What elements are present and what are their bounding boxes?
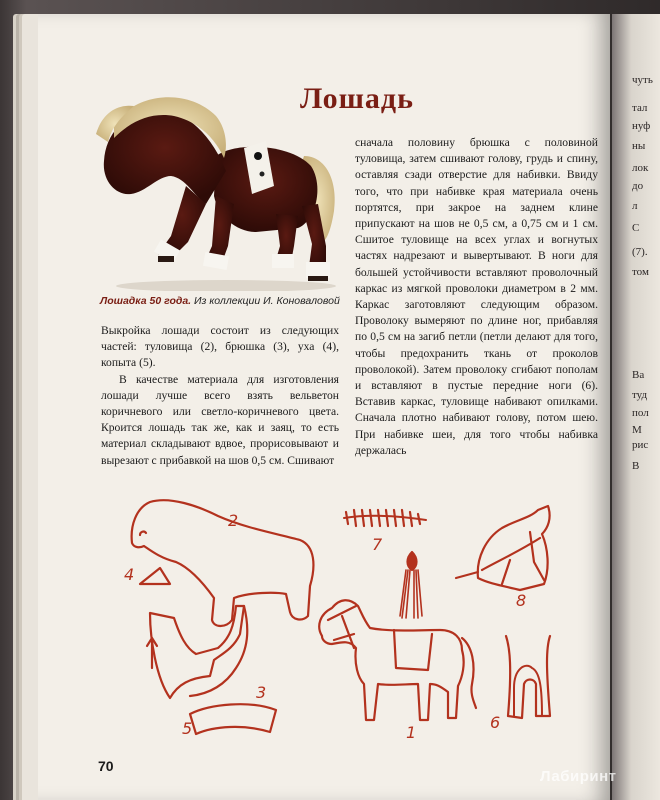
pattern-tassel — [408, 552, 417, 570]
neighbor-text: М — [632, 424, 642, 436]
neighbor-text: до — [632, 180, 644, 192]
watermark-logo: Лабиринт — [540, 768, 617, 785]
pattern-piece-ear — [140, 568, 170, 584]
neighbor-text: нуф — [632, 120, 651, 132]
neighbor-text: пол — [632, 407, 649, 419]
neighbor-text: том — [632, 266, 649, 278]
photo-caption — [100, 295, 340, 307]
paragraph: сначала половину брюшка с половиной туловища, затем сшивают голову, грудь и спину, оставляя сзади отверстие для набивки. Ввиду того, что при набивке края материала очень портятся, при закрое на заднем клине припускают на шов не 0,5 см, а 0,75 см и 1 см. Сшитое туловище на всех углах и вогнутых частях надрезают и вывертывают. В ноги для большей устойчивости вставляют проволочный каркас из мягкой проволоки диаметром в 2 мм. Каркас заготовляют следующим образом. Проволоку вымеряют по длине ног, прибавляя по 0,5 см на загиб петли (петли делают для того, чтобы предохранить ткань от проколов проволокой). Затем проволоку сгибают пополам и вставляют в пустые передние ноги (6). Вставив каркас, туловище набивают опилками. Сначала плотно набивают голову, потом шею. При набивке шеи, для того чтобы набивка держалась — [355, 136, 598, 457]
caption-title: Лошадка 50 года. — [100, 295, 192, 307]
neighbor-text: чуть — [632, 74, 653, 86]
pattern-piece-belly — [150, 606, 244, 698]
paragraph: В качестве материала для изготовления лошади лучше всего взять вельветон коричневого или светло-коричневого цвета. Кроится лошадь так же, как и заяц, то есть материал складывают вдвое, прорисовывают и вырезают с прибавкой на шов 0,5 см. Сшивают — [101, 372, 339, 467]
left-text-column — [101, 323, 339, 469]
neighbor-text: туд — [632, 389, 648, 401]
caption-source: Из коллекции И. Коноваловой — [191, 295, 340, 307]
neighbor-text: Ва — [632, 369, 645, 381]
pattern-piece-hoof — [190, 704, 276, 734]
pattern-piece-mane — [344, 516, 426, 520]
neighbor-text: рис — [632, 439, 649, 451]
pattern-label: 5 — [182, 719, 193, 738]
pattern-label: 2 — [228, 511, 239, 530]
neighbor-text: В — [632, 460, 640, 472]
sewing-pattern-diagram — [110, 488, 570, 770]
neighbor-text: тал — [632, 102, 648, 114]
pattern-piece-head — [478, 506, 550, 590]
page-title: Лошадь — [300, 82, 414, 115]
paragraph: Выкройка лошади состоит из следующих частей: туловища (2), брюшка (3), уха (4), копыта (5). — [101, 324, 339, 370]
pattern-piece-body — [132, 500, 314, 626]
neighbor-text: л — [632, 200, 638, 212]
pattern-piece-leg-wire — [506, 636, 550, 718]
pattern-label: 6 — [490, 713, 501, 732]
neighbor-text: С — [632, 222, 640, 234]
toy-horse-photo — [76, 86, 346, 291]
pattern-label: 7 — [372, 535, 383, 554]
right-text-column — [355, 135, 598, 459]
pattern-label: 1 — [406, 723, 417, 742]
neighbor-page-edge — [612, 14, 660, 800]
neighbor-text: лок — [632, 162, 649, 174]
neighbor-text: (7). — [632, 246, 648, 258]
pattern-label: 3 — [256, 683, 267, 702]
neighbor-text: ны — [632, 140, 646, 152]
pattern-piece-horse — [319, 600, 463, 720]
pattern-label: 4 — [124, 565, 135, 584]
page-number: 70 — [98, 758, 114, 774]
pattern-label: 8 — [516, 591, 527, 610]
